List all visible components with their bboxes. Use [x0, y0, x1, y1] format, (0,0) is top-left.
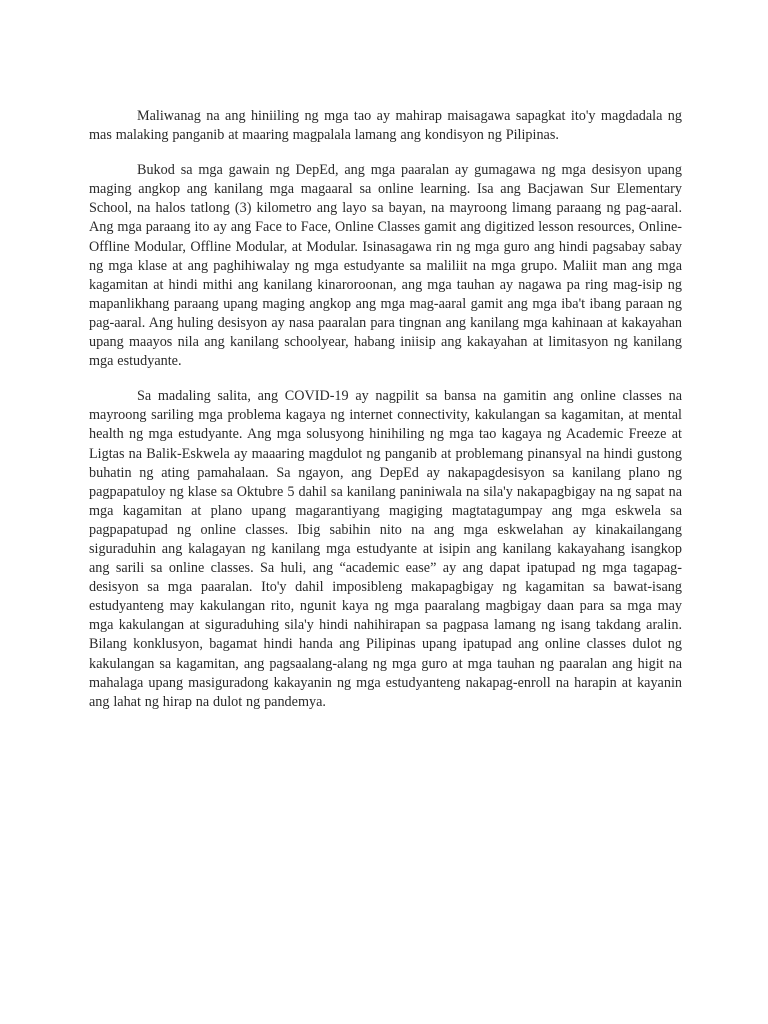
- paragraph-2: Bukod sa mga gawain ng DepEd, ang mga paaralan ay gumagawa ng mga desisyon upang maging angkop ang kanilang mga magaaral sa online learning. Isa ang Bacjawan Sur Elementary School, na halos tatlong (3) kilometro ang layo sa bayan, na mayroong limang paraang ng pag-aaral. Ang mga paraang ito ay ang Face to Face, Online Classes gamit ang digitized lesson resources, Online-Offline Modular, Offline Modular, at Modular. Isinasagawa rin ng mga guro ang hindi pagsabay sabay ng mga klase at ang paghihiwalay ng mga estudyante sa maliliit na mga grupo. Maliit man ang mga kagamitan at hindi mithi ang kanilang kinaroroonan, ang mga tauhan ay nagawa pa ring mag-isip ng mapanlikhang paraang upang maging angkop ang mga mag-aaral gamit ang mga iba't ibang paraan ng pag-aaral. Ang huling desisyon ay nasa paaralan para tingnan ang kanilang mga kahinaan at kakayahan upang maayos nila ang kanilang schoolyear, habang iniisip ang kakayahan at limitasyon ng kanilang mga estudyante.: [89, 162, 682, 370]
- paragraph-3: Sa madaling salita, ang COVID-19 ay nagpilit sa bansa na gamitin ang online classes na mayroong sariling mga problema kagaya ng internet connectivity, kakulangan sa kagamitan, at mental health ng mga estudyante. Ang mga solusyong hinihiling ng mga tao kagaya ng Academic Freeze at Ligtas na Balik-Eskwela ay maaaring magdulot ng panganib at problemang pinansyal na hindi gustong buhatin ng ating pamahalaan. Sa ngayon, ang DepEd ay nakapagdesisyon sa kanilang plano ng pagpapatuloy ng klase sa Oktubre 5 dahil sa kanilang paniniwala na sila'y nakapagbigay na ng sapat na mga kagamitan at plano upang magarantiyang magiging magtatagumpay ang mga eskwela sa pagpapatupad ng online classes. Ibig sabihin nito na ang mga eskwelahan ay kinakailangang siguraduhin ang kalagayan ng kanilang mga estudyante at isipin ang kanilang kakayahang isangkop ang sarili sa online classes. Sa huli, ang “academic ease” ay ang dapat ipatupad ng mga tagapag-desisyon sa mga paaralan. Ito'y dahil imposibleng makapagbigay ng kagamitan sa bawat-isang estudyanteng may kakulangan rito, ngunit kaya ng mga paaralang magbigay daan para sa mga may mga kakulangan at siguraduhing sila'y hindi nahihirapan sa pagpasa lamang ng isang takdang aralin. Bilang konklusyon, bagamat hindi handa ang Pilipinas upang ipatupad ang online classes dulot ng kakulangan sa kagamitan, ang pagsaalang-alang ng mga guro at mga tauhan ng paaralan ang higit na mahalaga upang masiguradong kakayanin ng mga estudyanteng nakapag-enroll na harapin at kayanin ang lahat ng hirap na dulot ng pandemya.: [89, 388, 682, 710]
- paragraph-1: Maliwanag na ang hiniiling ng mga tao ay mahirap maisagawa sapagkat ito'y magdadala ng mas malaking panganib at maaring magpalala lamang ang kondisyon ng Pilipinas.: [89, 108, 682, 144]
